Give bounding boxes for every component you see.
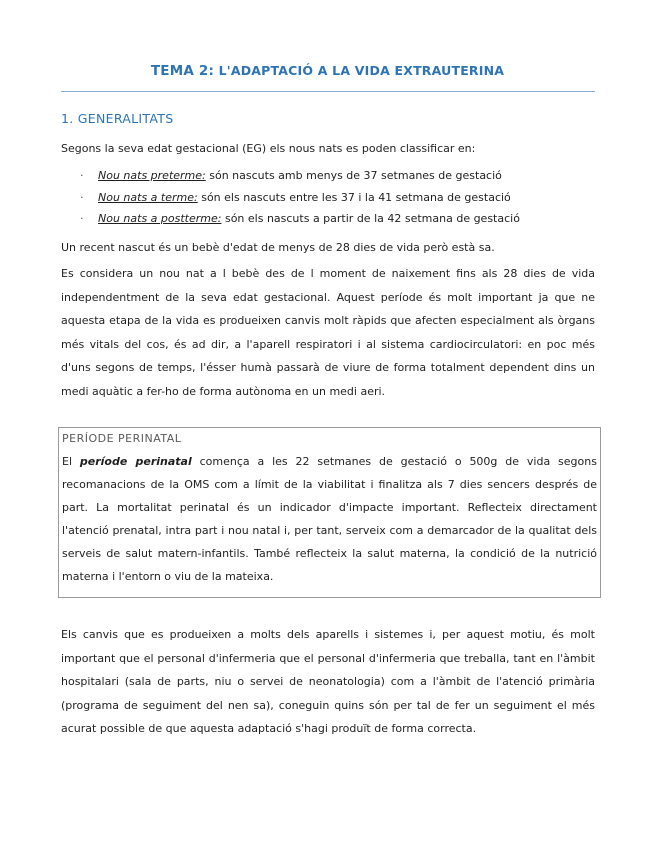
list-term: Nou nats a postterme: [98, 212, 222, 225]
newborn-period-paragraph: Es considera un nou nat a l bebè des de l moment de naixement fins als 28 dies de vida independentment de la seva edat gestacional. Aquest període és molt important ja que ne aquesta etapa de la vida es produeixen canvis molt ràpids que afecten especialment als òrgans més vitals del cos, és ad dir, a l'aparell respiratori i al sistema cardiocirculatori: en poc més d'uns segons de temps, l'ésser humà passarà de viure de forma totalment dependent dins un medi aquàtic a fer-ho de forma autònoma en un medi aeri. [61, 267, 595, 398]
list-text: són els nascuts entre les 37 i la 41 setmana de gestació [197, 190, 511, 204]
perinatal-box [58, 427, 601, 598]
newborn-definition-paragraph: Un recent nascut és un bebè d'edat de menys de 28 dies de vida però està sa. [61, 241, 495, 254]
intro-paragraph: Segons la seva edat gestacional (EG) els nous nats es poden classificar en: [61, 142, 476, 155]
bullet-icon: · [80, 212, 84, 225]
section-heading: 1. GENERALITATS [61, 111, 174, 126]
document-title [0, 63, 655, 79]
title-divider [61, 91, 595, 92]
list-text: són nascuts amb menys de 37 setmanes de gestació [205, 169, 502, 182]
classification-list [80, 165, 520, 230]
list-item [80, 208, 520, 230]
bullet-icon: · [80, 169, 84, 182]
closing-paragraph: Els canvis que es produeixen a molts dels aparells i sistemes i, per aquest motiu, és molt important que el personal d'infermeria que el personal d'infermeria que treballa, tant en l'àmbit hospitalari (sala de parts, niu o servei de neonatologia) com a l'àmbit de l'atenció primària (programa de seguiment del nen sa), coneguin quins són per tal de fer un seguiment el més acurat possible de que aquesta adaptació s'hagi produït de forma correcta. [61, 628, 595, 735]
box-body-term: període perinatal [79, 455, 192, 468]
title-rest: L'ADAPTACIÓ A LA VIDA EXTRAUTERINA [218, 63, 505, 78]
list-term: Nou nats a terme: [98, 190, 198, 204]
box-title: PERÍODE PERINATAL [62, 432, 182, 445]
list-text: són els nascuts a partir de la 42 setmana de gestació [221, 212, 520, 225]
bullet-icon: · [80, 190, 84, 204]
list-item [80, 165, 520, 187]
box-body-start: El [62, 455, 80, 468]
list-item [80, 187, 520, 209]
title-prefix: TEMA 2: [150, 63, 215, 79]
box-body [59, 450, 600, 588]
list-term: Nou nats preterme: [98, 169, 206, 182]
box-body-rest: comença a les 22 setmanes de gestació o 500g de vida segons recomanacions de la OMS com a límit de la viabilitat i finalitza als 7 dies sencers després de part. La mortalitat perinatal és un indicador d'impacte important. Reflecteix directament l'atenció prenatal, intra part i nou natal i, per tant, serveix com a demarcador de la qualitat dels serveis de salut matern-infantils. També reflecteix la salut materna, la condició de la nutrició materna i l'entorn o viu de la mateixa. [62, 455, 597, 583]
